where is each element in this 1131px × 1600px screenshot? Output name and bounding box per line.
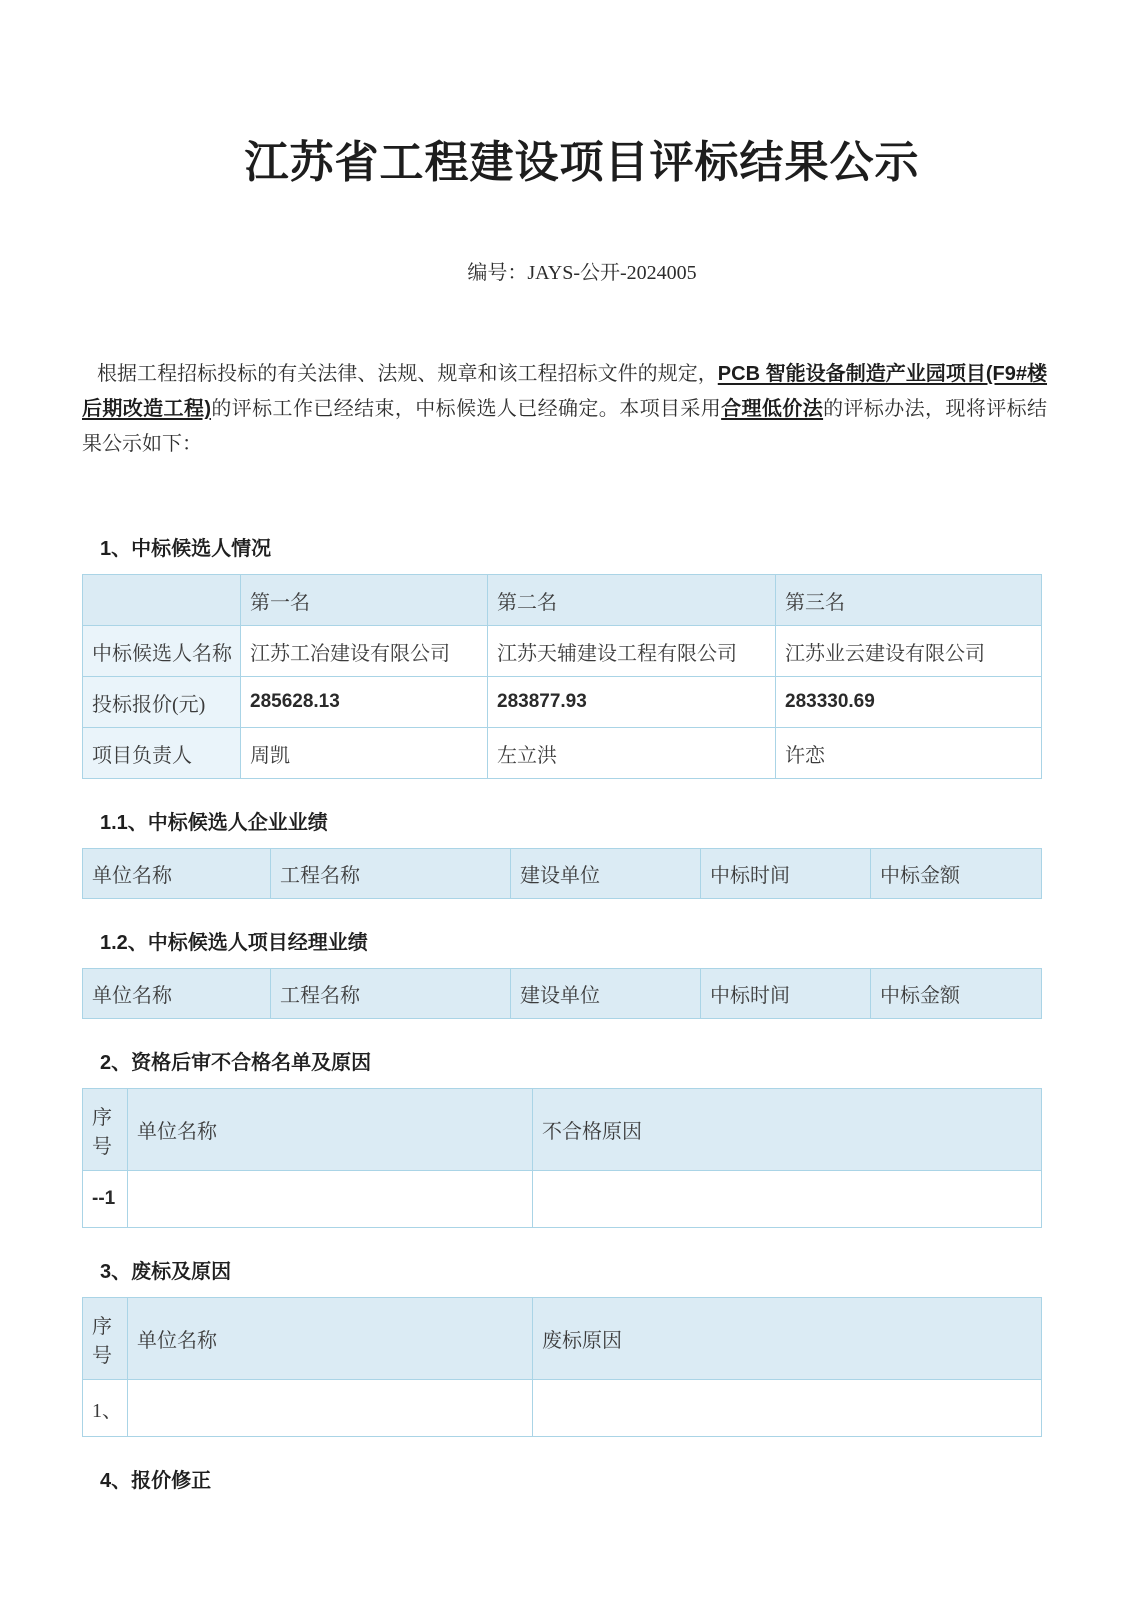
column-header-award-amount: 中标金额 bbox=[871, 969, 1042, 1019]
intro-text-1: 根据工程招标投标的有关法律、法规、规章和该工程招标文件的规定， bbox=[97, 363, 718, 385]
rejected-bids-table bbox=[82, 1297, 1042, 1437]
intro-text-3: 的评标办法，现将评标结果公示如下： bbox=[82, 398, 1047, 455]
column-header-construction-unit: 建设单位 bbox=[511, 849, 701, 899]
doc-number: 编号：JAYS-公开-2024005 bbox=[467, 262, 697, 284]
page-title: 江苏省工程建设项目评标结果公示 bbox=[244, 138, 920, 187]
cell-candidate-1: 江苏工冶建设有限公司 bbox=[241, 626, 488, 677]
enterprise-performance-table bbox=[82, 848, 1042, 899]
column-header-seq: 序号 bbox=[83, 1298, 128, 1380]
intro-evaluation-method: 合理低价法 bbox=[721, 398, 824, 420]
column-header-award-amount: 中标金额 bbox=[871, 849, 1042, 899]
column-header-unit-name: 单位名称 bbox=[128, 1298, 533, 1380]
column-header-rank-2: 第二名 bbox=[488, 575, 776, 626]
column-header-award-time: 中标时间 bbox=[701, 969, 871, 1019]
cell-reject-reason bbox=[533, 1380, 1042, 1437]
cell-seq: 1、 bbox=[83, 1380, 128, 1437]
row-label: 项目负责人 bbox=[83, 728, 241, 779]
row-label: 中标候选人名称 bbox=[83, 626, 241, 677]
disqualified-table bbox=[82, 1088, 1042, 1228]
table-row-project-manager bbox=[83, 728, 1042, 779]
cell-seq: --1 bbox=[83, 1171, 128, 1228]
table-header-row bbox=[83, 969, 1042, 1019]
cell-candidate-3: 江苏业云建设有限公司 bbox=[776, 626, 1042, 677]
column-header-project-name: 工程名称 bbox=[271, 849, 511, 899]
cell-unit-name bbox=[128, 1380, 533, 1437]
table-header-row bbox=[83, 1089, 1042, 1171]
column-header-unit-name: 单位名称 bbox=[83, 849, 271, 899]
cell-candidate-2: 江苏天辅建设工程有限公司 bbox=[488, 626, 776, 677]
column-header-project-name: 工程名称 bbox=[271, 969, 511, 1019]
section-heading-enterprise-performance: 1.1、中标候选人企业业绩 bbox=[100, 812, 328, 834]
intro-text-2: 的评标工作已经结束，中标候选人已经确定。本项目采用 bbox=[211, 398, 722, 420]
cell-price-2: 283877.93 bbox=[488, 677, 776, 728]
cell-price-3: 283330.69 bbox=[776, 677, 1042, 728]
cell-unit-name bbox=[128, 1171, 533, 1228]
column-header-rank-3: 第三名 bbox=[776, 575, 1042, 626]
table-header-row bbox=[83, 849, 1042, 899]
intro-paragraph bbox=[82, 357, 1047, 462]
row-label: 投标报价(元) bbox=[83, 677, 241, 728]
table-header-row bbox=[83, 575, 1042, 626]
table-row bbox=[83, 1380, 1042, 1437]
table-row-bid-price bbox=[83, 677, 1042, 728]
section-heading-manager-performance: 1.2、中标候选人项目经理业绩 bbox=[100, 932, 368, 954]
cell-price-1: 285628.13 bbox=[241, 677, 488, 728]
section-heading-rejected-bids: 3、废标及原因 bbox=[100, 1261, 232, 1283]
table-header-row bbox=[83, 1298, 1042, 1380]
cell-manager-3: 许恋 bbox=[776, 728, 1042, 779]
cell-manager-2: 左立洪 bbox=[488, 728, 776, 779]
column-header-reject-reason: 废标原因 bbox=[533, 1298, 1042, 1380]
column-header-fail-reason: 不合格原因 bbox=[533, 1089, 1042, 1171]
column-header-seq: 序号 bbox=[83, 1089, 128, 1171]
candidates-table bbox=[82, 574, 1042, 779]
corner-cell bbox=[83, 575, 241, 626]
column-header-rank-1: 第一名 bbox=[241, 575, 488, 626]
column-header-unit-name: 单位名称 bbox=[128, 1089, 533, 1171]
intro-project-name: PCB 智能设备制造产业园项目(F9#楼后期改造工程) bbox=[82, 363, 1048, 420]
section-heading-disqualified: 2、资格后审不合格名单及原因 bbox=[100, 1052, 372, 1074]
section-heading-price-correction: 4、报价修正 bbox=[100, 1470, 212, 1492]
section-heading-candidates: 1、中标候选人情况 bbox=[100, 538, 272, 560]
cell-manager-1: 周凯 bbox=[241, 728, 488, 779]
manager-performance-table bbox=[82, 968, 1042, 1019]
column-header-award-time: 中标时间 bbox=[701, 849, 871, 899]
table-row-candidate-name bbox=[83, 626, 1042, 677]
table-row bbox=[83, 1171, 1042, 1228]
column-header-construction-unit: 建设单位 bbox=[511, 969, 701, 1019]
cell-fail-reason bbox=[533, 1171, 1042, 1228]
column-header-unit-name: 单位名称 bbox=[83, 969, 271, 1019]
